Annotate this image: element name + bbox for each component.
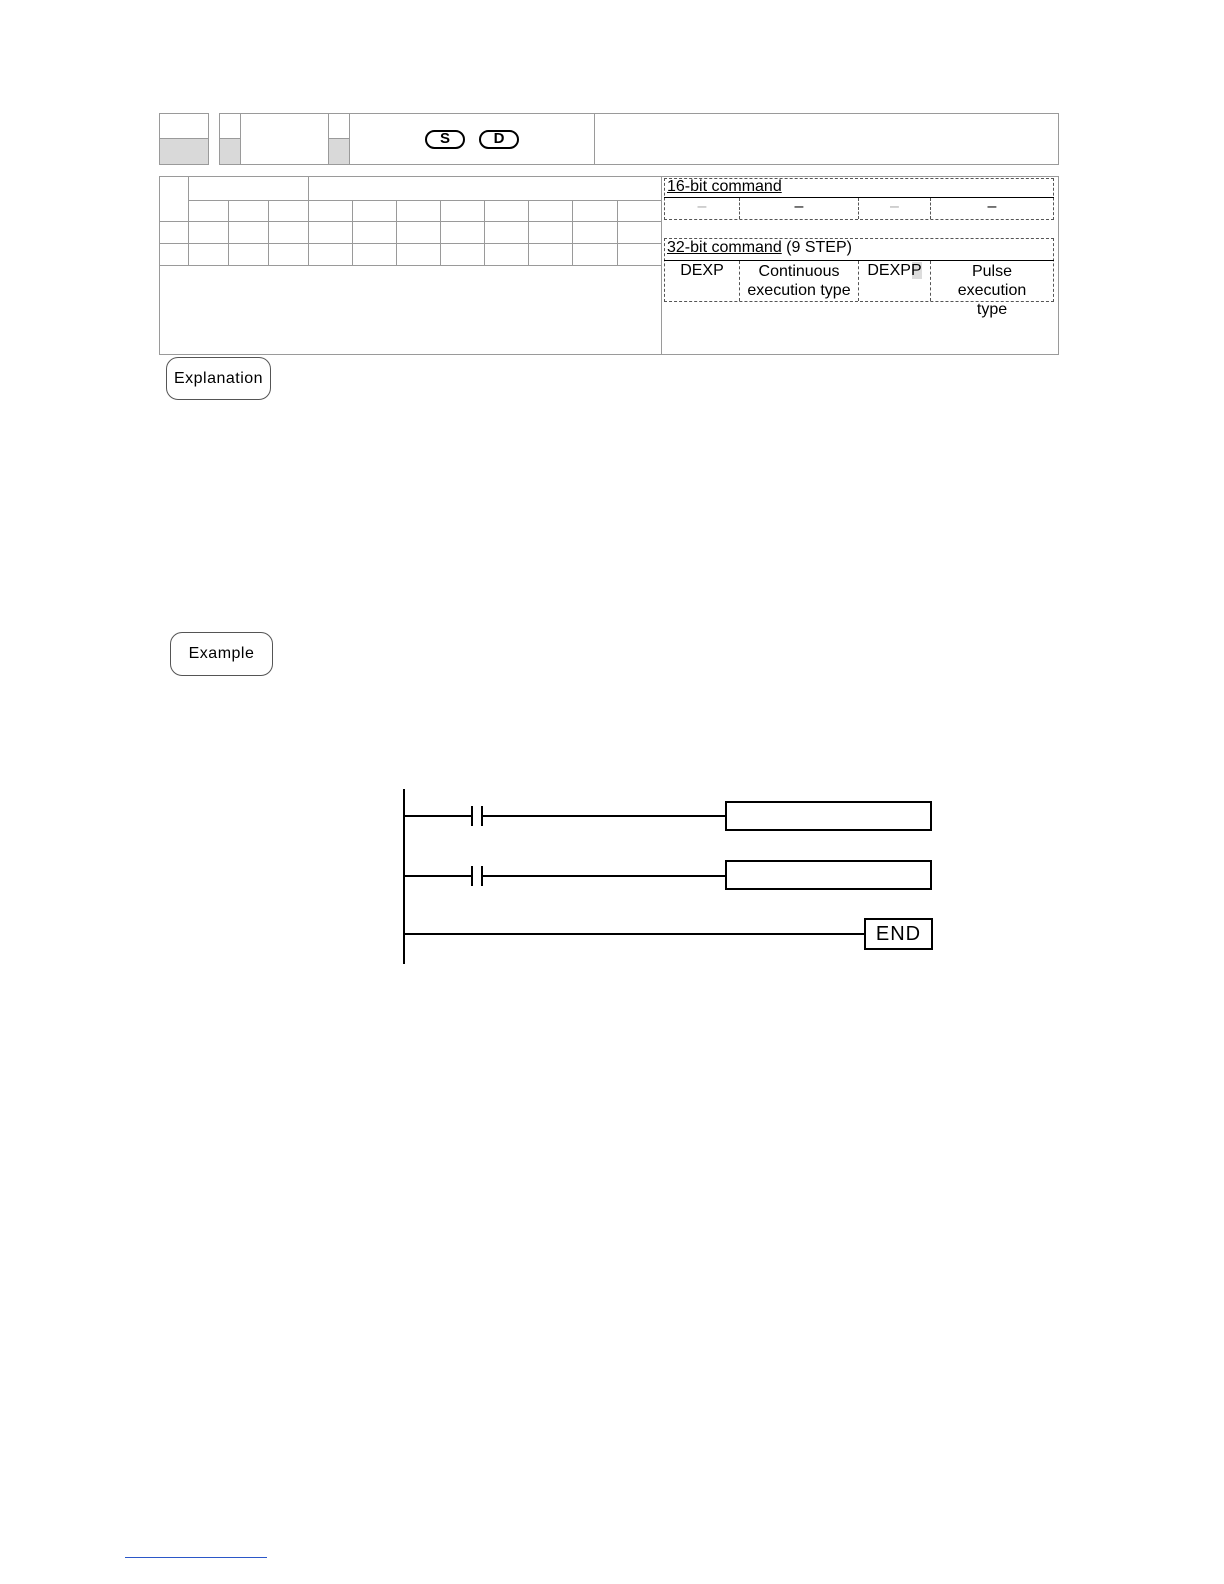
- operand-cell: [349, 113, 595, 165]
- flag-cell-a-top: [219, 113, 241, 139]
- example-badge: Example: [170, 632, 273, 676]
- command-32bit-cell-3: [859, 262, 930, 280]
- command-16bit-cell-2: –: [794, 198, 804, 215]
- rung-1-contact-left: [471, 806, 473, 826]
- operand-d-badge: D: [479, 130, 519, 149]
- rung-1-instruction-box: [725, 801, 932, 831]
- footer-rule: [125, 1557, 267, 1558]
- command-16bit-cell-3: –: [890, 198, 899, 215]
- rung-1-wire-right: [482, 815, 726, 817]
- rung-2-instruction-box: [725, 860, 932, 890]
- end-label: END: [875, 923, 922, 945]
- command-32bit-title-row: [667, 239, 852, 257]
- command-16bit-title: 16-bit command: [667, 178, 782, 195]
- operand-s-badge: S: [425, 130, 465, 149]
- end-instruction-box: [864, 918, 933, 950]
- flag-cell-b-bottom: [328, 138, 350, 165]
- rung-1-wire-left: [404, 815, 472, 817]
- function-cell: [594, 113, 1059, 165]
- flag-cell-a-bottom: [219, 138, 241, 165]
- command-32bit-title: 32-bit command: [667, 239, 782, 256]
- command-16bit-cell-1: –: [697, 198, 707, 215]
- rung-2-wire-left: [404, 875, 472, 877]
- explanation-badge: Explanation: [166, 357, 271, 400]
- command-32bit-cell-2: Continuous execution type: [747, 263, 851, 299]
- rung-2-contact-left: [471, 866, 473, 886]
- api-cell-top: [159, 113, 209, 139]
- mnemonic-cell: [240, 113, 329, 165]
- command-16bit-cell-4: –: [987, 198, 997, 215]
- command-32bit-cell-4: Pulse execution type: [957, 263, 1027, 318]
- rung-2-wire-right: [482, 875, 726, 877]
- api-cell-bottom: [159, 138, 209, 165]
- flag-cell-b-top: [328, 113, 350, 139]
- command-32bit-steps: (9 STEP): [786, 239, 852, 256]
- command-32bit-cell-1: DEXP: [680, 262, 724, 279]
- command-32bit-cell-3-text: DEXPP: [867, 262, 922, 279]
- rung-3-wire: [404, 933, 865, 935]
